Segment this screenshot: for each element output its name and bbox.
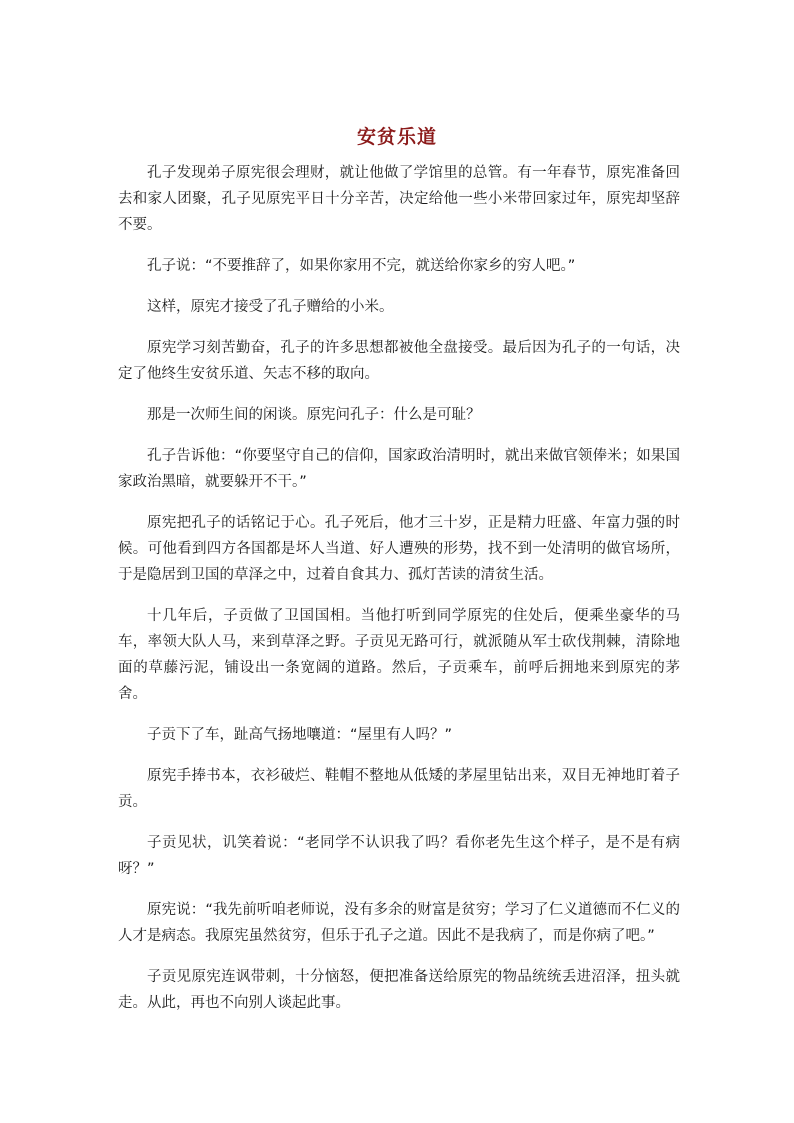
document-body (118, 160, 680, 1031)
paragraph: 原宪说：“我先前听咱老师说，没有多余的财富是贫穷；学习了仁义道德而不仁义的人才是病态。我原宪虽然贫穷，但乐于孔子之道。因此不是我病了，而是你病了吧。” (118, 902, 680, 944)
paragraph: 原宪把孔子的话铭记于心。孔子死后，他才三十岁，正是精力旺盛、年富力强的时候。可他看到四方各国都是坏人当道、好人遭殃的形势，找不到一处清明的做官场所，于是隐居到卫国的草泽之中，过着自食其力、孤灯苦读的清贫生活。 (118, 515, 680, 583)
paragraph: 孔子发现弟子原宪很会理财，就让他做了学馆里的总管。有一年春节，原宪准备回去和家人团聚，孔子见原宪平日十分辛苦，决定给他一些小米带回家过年，原宪却坚辞不要。 (118, 165, 680, 233)
paragraph: 孔子告诉他：“你要坚守自己的信仰，国家政治清明时，就出来做官领俸米；如果国家政治黑暗，就要躲开不干。” (118, 448, 680, 490)
paragraph: 子贡见状，讥笑着说：“老同学不认识我了吗？看你老先生这个样子，是不是有病呀？” (118, 835, 680, 877)
paragraph: 那是一次师生间的闲谈。原宪问孔子：什么是可耻？ (147, 407, 481, 423)
paragraph: 子贡下了车，趾高气扬地嚷道：“屋里有人吗？” (147, 727, 453, 743)
paragraph: 子贡见原宪连讽带刺，十分恼怒，便把准备送给原宪的物品统统丢进沼泽，扭头就走。从此，再也不向别人谈起此事。 (118, 969, 680, 1011)
paragraph: 原宪手捧书本，衣衫破烂、鞋帽不整地从低矮的茅屋里钻出来，双目无神地盯着子贡。 (118, 768, 680, 810)
paragraph: 孔子说：“不要推辞了，如果你家用不完，就送给你家乡的穷人吧。” (147, 258, 576, 274)
paragraph: 原宪学习刻苦勤奋，孔子的许多思想都被他全盘接受。最后因为孔子的一句话，决定了他终生安贫乐道、矢志不移的取向。 (118, 340, 680, 382)
paragraph: 十几年后，子贡做了卫国国相。当他打听到同学原宪的住处后，便乘坐豪华的马车，率领大队人马，来到草泽之野。子贡见无路可行，就派随从军士砍伐荆棘，清除地面的草藤污泥，铺设出一条宽阔的道路。然后，子贡乘车，前呼后拥地来到原宪的茅舍。 (118, 608, 680, 702)
paragraph: 这样，原宪才接受了孔子赠给的小米。 (147, 299, 394, 315)
document-title: 安贫乐道 (356, 126, 437, 148)
